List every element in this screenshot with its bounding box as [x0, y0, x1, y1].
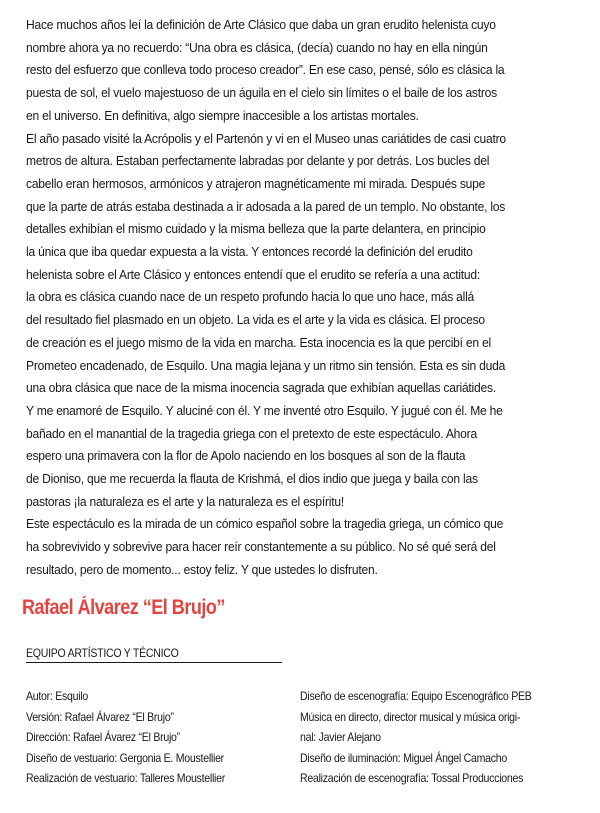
- credit-line: Autor: Esquilo: [26, 689, 89, 703]
- credit-line: Dirección: Rafael Ávarez “El Brujo”: [26, 730, 180, 745]
- body-line: la obra es clásica cuando nace de un respeto profundo hacia lo que uno hace, más allá: [26, 289, 475, 305]
- credit-line: Diseño de vestuario: Gergonia E. Moustellier: [26, 750, 224, 765]
- body-line: ha sobrevivido y sobrevive para hacer reír constantemente a su público. No sé qué será del: [26, 539, 496, 555]
- body-line: helenista sobre el Arte Clásico y entonces entendí que el erudito se refería a una actitud:: [26, 266, 481, 282]
- body-line: Y me enamoré de Esquilo. Y aluciné con él. Y me inventé otro Esquilo. Y jugué con él. Me he: [26, 402, 503, 418]
- body-line: detalles exhibían el mismo cuidado y la misma belleza que la parte delantera, en principio: [26, 221, 486, 237]
- body-line: cabello eran hermosos, armónicos y atrajeron magnéticamente mi mirada. Después supe: [26, 175, 486, 191]
- body-line: Este espectáculo es la mirada de un cómico español sobre la tragedia griega, un cómico que: [26, 516, 504, 532]
- credit-line: nal: Javier Alejano: [300, 730, 381, 745]
- body-line: espero una primavera con la flor de Apolo naciendo en los bosques al son de la flauta: [26, 448, 466, 464]
- body-line: puesta de sol, el vuelo majestuoso de un águila en el cielo sin límites o el baile de los astros: [26, 85, 497, 101]
- body-line: que la parte de atrás estaba destinada a ir adosada a la pared de un templo. No obstante, los: [26, 198, 506, 214]
- body-line: resto del esfuerzo que conlleva todo proceso creador”. En ese caso, pensé, sólo es clásica la: [26, 62, 505, 78]
- credit-line: Diseño de iluminación: Miguel Ángel Camacho: [300, 750, 508, 765]
- body-line: nombre ahora ya no recuerdo: “Una obra es clásica, (decía) cuando no hay en ella ningún: [26, 39, 488, 55]
- body-line: de creación es el juego mismo de la vida en marcha. Esta inocencia es la que percibí en el: [26, 334, 491, 350]
- body-line: del resultado fiel plasmado en un objeto. La vida es el arte y la vida es clásica. El proceso: [26, 312, 485, 328]
- body-line: de Dioniso, que me recuerda la flauta de Krishmá, el dios indio que juega y baila con las: [26, 471, 478, 487]
- body-line: Prometeo encadenado, de Esquilo. Una magia lejana y un ritmo sin tensión. Esta es sin duda: [26, 357, 506, 373]
- author-signature: Rafael Álvarez “El Brujo”: [22, 596, 225, 619]
- body-line: resultado, pero de momento... estoy feliz. Y que ustedes lo disfruten.: [26, 561, 378, 577]
- body-line: metros de altura. Estaban perfectamente labradas por delante y por detrás. Los bucles del: [26, 153, 490, 169]
- body-text: [26, 14, 564, 582]
- credits-right-column: [300, 686, 532, 789]
- body-line: El año pasado visité la Acrópolis y el Partenón y vi en el Museo unas cariátides de casi cuatro: [26, 130, 506, 146]
- credit-line: Versión: Rafael Álvarez “El Brujo”: [26, 709, 174, 724]
- body-line: pastoras ¡la naturaleza es el arte y la naturaleza es el espíritu!: [26, 493, 344, 509]
- section-divider: [26, 662, 282, 663]
- section-title: EQUIPO ARTÍSTICO Y TÉCNICO: [26, 646, 179, 660]
- body-line: en el universo. En definitiva, algo siempre inaccesible a los artistas mortales.: [26, 107, 419, 123]
- credit-line: Música en directo, director musical y música origi-: [300, 709, 521, 724]
- page: [26, 14, 562, 582]
- credits-left-column: [26, 686, 225, 789]
- body-line: la única que iba quedar expuesta a la vista. Y entonces recordé la definición del erudito: [26, 244, 473, 260]
- credit-line: Realización de vestuario: Talleres Moustellier: [26, 771, 225, 786]
- body-line: bañado en el manantial de la tragedia griega con el pretexto de este espectáculo. Ahora: [26, 425, 477, 441]
- credit-line: Diseño de escenografía: Equipo Escenográfico PEB: [300, 689, 532, 703]
- credit-line: Realización de escenografía: Tossal Producciones: [300, 771, 524, 786]
- body-line: una obra clásica que nace de la misma inocencia sagrada que exhibían aquellas cariátides.: [26, 380, 496, 396]
- body-line: Hace muchos años leí la definición de Arte Clásico que daba un gran erudito helenista cuyo: [26, 17, 496, 32]
